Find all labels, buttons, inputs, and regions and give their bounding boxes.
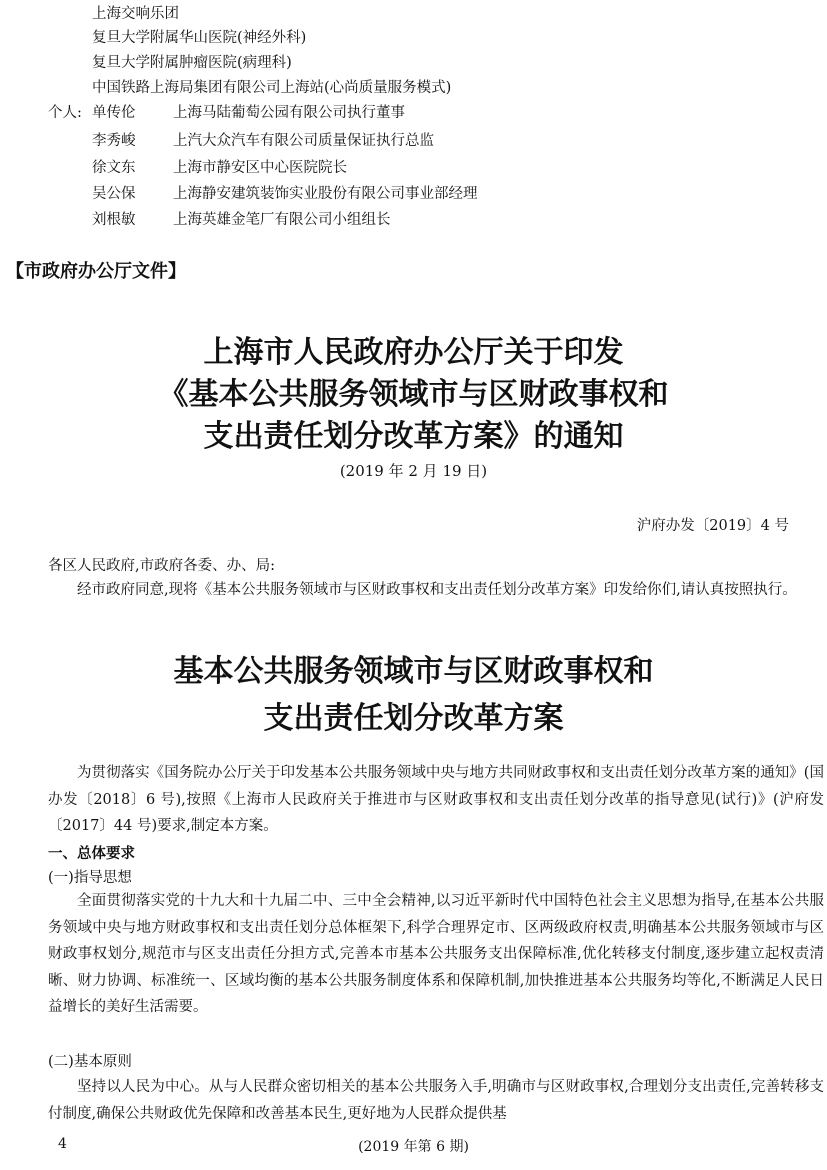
plan-intro-paragraph: 为贯彻落实《国务院办公厅关于印发基本公共服务领域中央与地方共同财政事权和支出责任划分改革方案的通知》(国办发〔2018〕6 号),按照《上海市人民政府关于推进市与区财政事权和支出责任划分改革的指导意见(试行)》(沪府发〔2017〕44 号)要求,制定本方案。: [48, 765, 824, 834]
person-name: 徐文东: [92, 160, 136, 176]
honor-organization: 上海交响乐团: [92, 6, 179, 22]
notice-title-line: 支出责任划分改革方案》的通知: [203, 419, 624, 454]
page-number: 4: [58, 1136, 67, 1152]
notice-paragraph: 经市政府同意,现将《基本公共服务领域市与区财政事权和支出责任划分改革方案》印发给你们,请认真按照执行。: [77, 582, 797, 598]
person-title: 上海马陆葡萄公园有限公司执行董事: [173, 105, 405, 121]
person-name: 吴公保: [92, 186, 136, 202]
section-tag: 【市政府办公厅文件】: [6, 261, 186, 282]
person-title: 上海市静安区中心医院院长: [173, 160, 347, 176]
guiding-ideology-paragraph: 全面贯彻落实党的十九大和十九届二中、三中全会精神,以习近平新时代中国特色社会主义思想为指导,在基本公共服务领域中央与地方财政事权和支出责任划分总体框架下,科学合理界定市、区两级政府权责,明确基本公共服务领域市与区财政事权划分,规范市与区支出责任分担方式,完善本市基本公共服务支出保障标准,优化转移支付制度,逐步建立起权责清晰、财力协调、标准统一、区域均衡的基本公共服务制度体系和保障机制,加快推进基本公共服务均等化,不断满足人民日益增长的美好生活需要。: [48, 893, 824, 1015]
honor-organization: 中国铁路上海局集团有限公司上海站(心尚质量服务模式): [92, 80, 452, 96]
notice-date: (2019 年 2 月 19 日): [339, 462, 488, 480]
subsection-heading: (一)指导思想: [48, 870, 132, 886]
person-title: 上海静安建筑装饰实业股份有限公司事业部经理: [173, 186, 478, 202]
notice-title-line: 《基本公共服务领域市与区财政事权和: [158, 377, 669, 412]
person-title: 上海英雄金笔厂有限公司小组组长: [173, 212, 391, 228]
document-number: 沪府办发〔2019〕4 号: [636, 518, 789, 534]
plan-title-line: 基本公共服务领域市与区财政事权和: [173, 654, 654, 689]
notice-title-line: 上海市人民政府办公厅关于印发: [203, 335, 624, 370]
issue-label: (2019 年第 6 期): [358, 1139, 469, 1155]
honor-organization: 复旦大学附属华山医院(神经外科): [92, 30, 307, 46]
person-title: 上汽大众汽车有限公司质量保证执行总监: [173, 133, 434, 149]
basic-principle-paragraph: 坚持以人民为中心。从与人民群众密切相关的基本公共服务入手,明确市与区财政事权,合理划分支出责任,完善转移支付制度,确保公共财政优先保障和改善基本民生,更好地为人民群众提供基: [48, 1079, 824, 1122]
section-heading: 一、总体要求: [48, 846, 135, 862]
person-name: 刘根敏: [92, 212, 136, 228]
person-name: 李秀峻: [92, 133, 136, 149]
addressee: 各区人民政府,市政府各委、办、局:: [48, 558, 275, 574]
honor-organization: 复旦大学附属肿瘤医院(病理科): [92, 55, 292, 71]
subsection-heading: (二)基本原则: [48, 1054, 132, 1070]
plan-title-line: 支出责任划分改革方案: [263, 701, 564, 736]
person-label: 个人:: [48, 105, 82, 121]
person-name: 单传伦: [92, 105, 136, 121]
